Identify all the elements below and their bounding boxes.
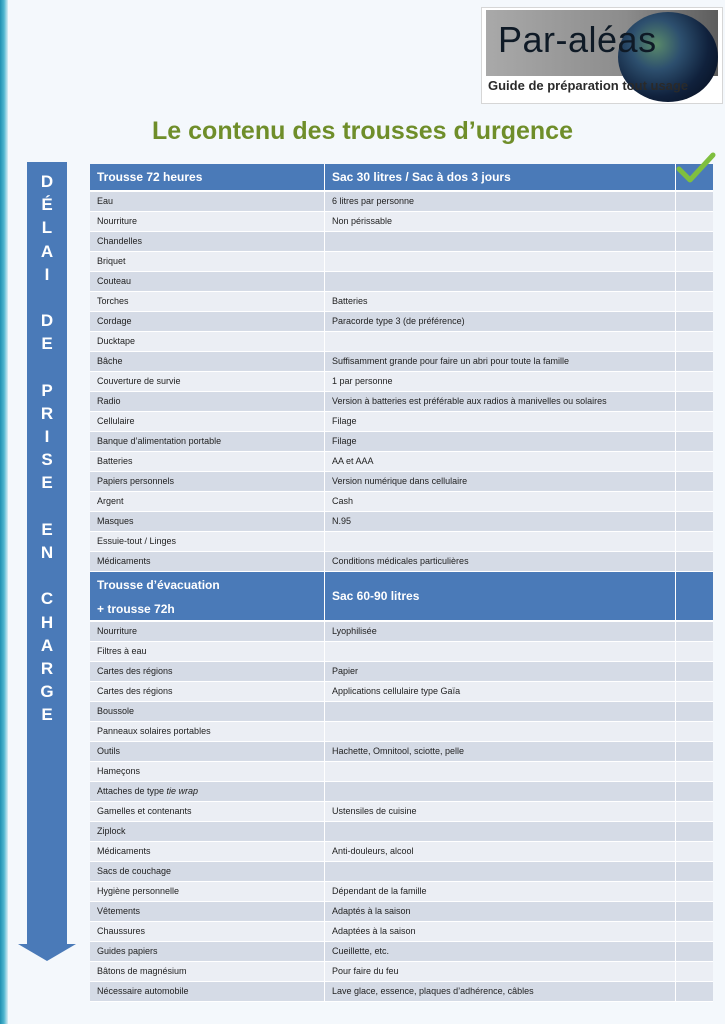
table-row: [90, 762, 713, 782]
item-checkbox[interactable]: [676, 392, 713, 411]
table-row: [90, 922, 713, 942]
section-header: [90, 572, 713, 622]
item-checkbox[interactable]: [676, 782, 713, 801]
item-name: Attaches de type tie wrap: [90, 782, 325, 801]
item-name: Ziplock: [90, 822, 325, 841]
item-name: Nécessaire automobile: [90, 982, 325, 1001]
arrow-letter: I: [44, 427, 50, 447]
table-row: [90, 782, 713, 802]
item-detail: Non périssable: [325, 212, 676, 231]
item-checkbox[interactable]: [676, 822, 713, 841]
table-row: [90, 392, 713, 412]
item-detail: [325, 722, 676, 741]
item-detail: [325, 252, 676, 271]
item-name: Essuie-tout / Linges: [90, 532, 325, 551]
item-checkbox[interactable]: [676, 192, 713, 211]
item-name: Nourriture: [90, 622, 325, 641]
table-row: [90, 882, 713, 902]
item-checkbox[interactable]: [676, 922, 713, 941]
item-name: Chandelles: [90, 232, 325, 251]
table-row: [90, 412, 713, 432]
item-checkbox[interactable]: [676, 862, 713, 881]
item-detail: Dépendant de la famille: [325, 882, 676, 901]
table-row: [90, 942, 713, 962]
item-checkbox[interactable]: [676, 232, 713, 251]
item-name: Cellulaire: [90, 412, 325, 431]
item-detail: Adaptées à la saison: [325, 922, 676, 941]
item-checkbox[interactable]: [676, 942, 713, 961]
item-name: Sacs de couchage: [90, 862, 325, 881]
table-row: [90, 702, 713, 722]
table-row: [90, 232, 713, 252]
table-row: [90, 722, 713, 742]
table-row: [90, 982, 713, 1002]
item-checkbox[interactable]: [676, 722, 713, 741]
item-name: Gamelles et contenants: [90, 802, 325, 821]
table-row: [90, 532, 713, 552]
section-bag-size: Sac 30 litres / Sac à dos 3 jours: [325, 164, 676, 190]
arrow-letter: C: [40, 589, 54, 609]
arrow-gap: [27, 495, 67, 518]
item-checkbox[interactable]: [676, 472, 713, 491]
item-detail: Cueillette, etc.: [325, 942, 676, 961]
item-detail: Paracorde type 3 (de préférence): [325, 312, 676, 331]
item-detail: [325, 822, 676, 841]
item-detail: Version à batteries est préférable aux radios à manivelles ou solaires: [325, 392, 676, 411]
item-detail: 1 par personne: [325, 372, 676, 391]
item-name: Guides papiers: [90, 942, 325, 961]
item-detail: Version numérique dans cellulaire: [325, 472, 676, 491]
item-checkbox[interactable]: [676, 802, 713, 821]
brand-logo: [481, 7, 723, 104]
arrow-letter: S: [41, 450, 53, 470]
item-detail: Applications cellulaire type Gaïa: [325, 682, 676, 701]
arrow-letter: E: [41, 705, 53, 725]
item-detail: Anti-douleurs, alcool: [325, 842, 676, 861]
section-check-column: [676, 572, 713, 620]
table-row: [90, 252, 713, 272]
table-row: [90, 332, 713, 352]
item-detail: Cash: [325, 492, 676, 511]
item-name: Médicaments: [90, 552, 325, 571]
item-checkbox[interactable]: [676, 842, 713, 861]
table-row: [90, 272, 713, 292]
item-name: Cartes des régions: [90, 662, 325, 681]
item-checkbox[interactable]: [676, 352, 713, 371]
item-name: Vêtements: [90, 902, 325, 921]
table-row: [90, 212, 713, 232]
table-row: [90, 312, 713, 332]
arrow-letter: E: [41, 334, 53, 354]
item-checkbox[interactable]: [676, 272, 713, 291]
item-checkbox[interactable]: [676, 742, 713, 761]
item-checkbox[interactable]: [676, 662, 713, 681]
item-detail: [325, 232, 676, 251]
arrow-letter: A: [40, 241, 54, 261]
section-kit-name-line: Trousse 72 heures: [97, 170, 203, 184]
table-row: [90, 352, 713, 372]
item-name: Bâtons de magnésium: [90, 962, 325, 981]
item-checkbox[interactable]: [676, 902, 713, 921]
item-name: Couteau: [90, 272, 325, 291]
logo-tagline: Guide de préparation tout usage: [488, 78, 689, 93]
arrow-letter: E: [41, 473, 53, 493]
page-edge-stripe: [0, 0, 8, 1024]
arrow-down-icon: [18, 944, 76, 961]
table-row: [90, 622, 713, 642]
table-row: [90, 512, 713, 532]
kit-contents-table: [90, 164, 713, 1002]
item-checkbox[interactable]: [676, 212, 713, 231]
arrow-letter: D: [40, 172, 54, 191]
item-checkbox[interactable]: [676, 552, 713, 571]
table-row: [90, 822, 713, 842]
item-detail: N.95: [325, 512, 676, 531]
item-checkbox[interactable]: [676, 982, 713, 1001]
item-name: Torches: [90, 292, 325, 311]
section-kit-name-line: Trousse d’évacuation: [97, 578, 220, 592]
arrow-letter: É: [41, 195, 53, 215]
item-detail: Hachette, Omnitool, sciotte, pelle: [325, 742, 676, 761]
arrow-letter: D: [40, 311, 54, 331]
item-detail: Filage: [325, 412, 676, 431]
item-name: Papiers personnels: [90, 472, 325, 491]
arrow-letter: I: [44, 264, 50, 284]
arrow-letter: H: [40, 612, 54, 632]
item-detail: Conditions médicales particulières: [325, 552, 676, 571]
logo-name: Par-aléas: [498, 19, 657, 60]
item-detail: Pour faire du feu: [325, 962, 676, 981]
item-detail: AA et AAA: [325, 452, 676, 471]
item-detail: Batteries: [325, 292, 676, 311]
check-icon: [675, 150, 717, 186]
item-detail: [325, 532, 676, 551]
table-row: [90, 472, 713, 492]
item-name: Boussole: [90, 702, 325, 721]
arrow-gap: [27, 356, 67, 379]
item-checkbox[interactable]: [676, 512, 713, 531]
item-checkbox[interactable]: [676, 492, 713, 511]
item-checkbox[interactable]: [676, 312, 713, 331]
table-row: [90, 292, 713, 312]
item-checkbox[interactable]: [676, 432, 713, 451]
item-name: Outils: [90, 742, 325, 761]
item-checkbox[interactable]: [676, 702, 713, 721]
arrow-letter: R: [40, 403, 54, 423]
item-name: Chaussures: [90, 922, 325, 941]
table-row: [90, 452, 713, 472]
item-detail: [325, 862, 676, 881]
item-detail: Filage: [325, 432, 676, 451]
item-detail: 6 litres par personne: [325, 192, 676, 211]
item-name: Batteries: [90, 452, 325, 471]
table-row: [90, 432, 713, 452]
table-row: [90, 372, 713, 392]
item-detail: Ustensiles de cuisine: [325, 802, 676, 821]
item-name: Eau: [90, 192, 325, 211]
table-row: [90, 842, 713, 862]
table-row: [90, 962, 713, 982]
item-detail: Papier: [325, 662, 676, 681]
item-checkbox[interactable]: [676, 452, 713, 471]
item-checkbox[interactable]: [676, 622, 713, 641]
arrow-letter: G: [40, 682, 54, 702]
table-row: [90, 192, 713, 212]
item-checkbox[interactable]: [676, 762, 713, 781]
item-name: Banque d’alimentation portable: [90, 432, 325, 451]
item-detail: [325, 702, 676, 721]
item-name: Couverture de survie: [90, 372, 325, 391]
table-row: [90, 662, 713, 682]
table-row: [90, 682, 713, 702]
item-name: Nourriture: [90, 212, 325, 231]
arrow-letter: A: [40, 635, 54, 655]
item-name: Argent: [90, 492, 325, 511]
arrow-label: [27, 170, 67, 727]
item-name: Hameçons: [90, 762, 325, 781]
item-detail: [325, 762, 676, 781]
section-header: [90, 164, 713, 192]
item-name: Briquet: [90, 252, 325, 271]
item-checkbox[interactable]: [676, 682, 713, 701]
item-checkbox[interactable]: [676, 412, 713, 431]
table-row: [90, 802, 713, 822]
arrow-letter: E: [41, 519, 53, 539]
arrow-letter: P: [41, 380, 53, 400]
section-kit-name-line: + trousse 72h: [97, 602, 175, 616]
item-name: Médicaments: [90, 842, 325, 861]
arrow-letter: R: [40, 658, 54, 678]
table-row: [90, 642, 713, 662]
arrow-gap: [27, 564, 67, 587]
item-detail: Adaptés à la saison: [325, 902, 676, 921]
item-checkbox[interactable]: [676, 332, 713, 351]
item-checkbox[interactable]: [676, 372, 713, 391]
item-detail: Lave glace, essence, plaques d’adhérence, câbles: [325, 982, 676, 1001]
item-checkbox[interactable]: [676, 252, 713, 271]
section-bag-size: Sac 60-90 litres: [325, 572, 676, 620]
item-detail: [325, 272, 676, 291]
item-checkbox[interactable]: [676, 962, 713, 981]
table-row: [90, 552, 713, 572]
item-name: Panneaux solaires portables: [90, 722, 325, 741]
table-row: [90, 902, 713, 922]
item-checkbox[interactable]: [676, 642, 713, 661]
item-detail: [325, 332, 676, 351]
item-name: Bâche: [90, 352, 325, 371]
table-row: [90, 742, 713, 762]
item-name: Filtres à eau: [90, 642, 325, 661]
item-name: Ducktape: [90, 332, 325, 351]
item-name: Hygiène personnelle: [90, 882, 325, 901]
item-name: Cordage: [90, 312, 325, 331]
item-detail: Suffisamment grande pour faire un abri pour toute la famille: [325, 352, 676, 371]
arrow-letter: L: [41, 218, 53, 238]
item-name: Masques: [90, 512, 325, 531]
table-row: [90, 862, 713, 882]
table-row: [90, 492, 713, 512]
item-detail: Lyophilisée: [325, 622, 676, 641]
delay-arrow: [18, 162, 76, 962]
item-name-emphasis: tie wrap: [166, 786, 199, 796]
arrow-gap: [27, 286, 67, 309]
item-checkbox[interactable]: [676, 882, 713, 901]
section-kit-name: [90, 164, 325, 190]
item-checkbox[interactable]: [676, 532, 713, 551]
item-checkbox[interactable]: [676, 292, 713, 311]
arrow-letter: N: [40, 543, 54, 562]
item-name: Radio: [90, 392, 325, 411]
item-detail: [325, 642, 676, 661]
item-detail: [325, 782, 676, 801]
item-name: Cartes des régions: [90, 682, 325, 701]
page-title: Le contenu des trousses d’urgence: [152, 117, 573, 145]
section-kit-name: [90, 572, 325, 620]
